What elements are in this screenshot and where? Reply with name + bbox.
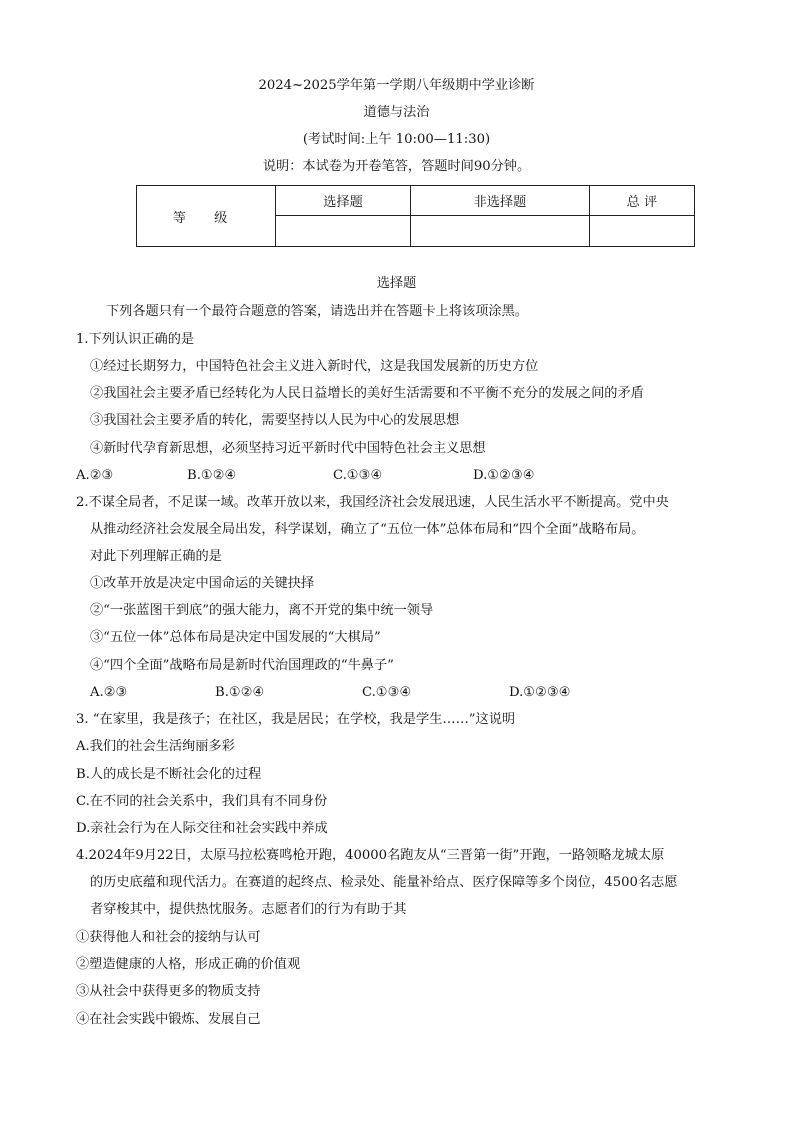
q2-item: ②“一张蓝图干到底”的强大能力，离不开党的集中统一领导 bbox=[90, 603, 434, 618]
q3-option: A.我们的社会生活绚丽多彩 bbox=[76, 739, 235, 754]
q1-item: ④新时代孕育新思想，必须坚持习近平新时代中国特色社会主义思想 bbox=[90, 441, 486, 456]
q4-stem-line: 4.2024年9月22日，太原马拉松赛鸣枪开跑，40000名跑友从“三晋第一街”开跑，一路领略龙城太原 bbox=[76, 848, 665, 863]
q2-stem-line: 对此下列理解正确的是 bbox=[90, 549, 222, 564]
grade-column-header: 非选择题 bbox=[411, 186, 590, 216]
grade-column-header: 总 评 bbox=[589, 186, 694, 216]
section-instruction: 下列各题只有一个最符合题意的答案，请选出并在答题卡上将该项涂黑。 bbox=[106, 304, 528, 319]
q3-option: B.人的成长是不断社会化的过程 bbox=[76, 767, 262, 782]
grade-cell bbox=[589, 216, 694, 247]
q1-item: ②我国社会主要矛盾已经转化为人民日益增长的美好生活需要和不平衡不充分的发展之间的矛盾 bbox=[90, 386, 644, 401]
q1-stem: 1.下列认识正确的是 bbox=[76, 332, 195, 347]
q1-option: D.①②③④ bbox=[473, 468, 535, 483]
q1-option: A.②③ bbox=[76, 468, 114, 483]
exam-note: 说明：本试卷为开卷笔答，答题时间90分钟。 bbox=[262, 159, 531, 174]
grade-label: 等 级 bbox=[137, 186, 276, 247]
q2-item: ③“五位一体”总体布局是决定中国发展的“大棋局” bbox=[90, 630, 381, 645]
q2-stem-line: 从推动经济社会发展全局出发，科学谋划，确立了“五位一体”总体布局和“四个全面”战略布局。 bbox=[90, 522, 645, 537]
q1-option: B.①②④ bbox=[187, 468, 237, 483]
q2-stem-line: 2.不谋全局者，不足谋一域。改革开放以来，我国经济社会发展迅速，人民生活水平不断提高。党中央 bbox=[76, 495, 669, 510]
grade-table bbox=[136, 185, 695, 247]
section-title: 选择题 bbox=[376, 276, 417, 291]
grade-cell bbox=[411, 216, 590, 247]
q4-item: ③从社会中获得更多的物质支持 bbox=[76, 984, 261, 999]
q2-option: B.①②④ bbox=[215, 685, 265, 700]
q4-stem-line: 的历史底蕴和现代活力。在赛道的起终点、检录处、能量补给点、医疗保障等多个岗位，4500名志愿 bbox=[90, 875, 678, 890]
q3-option: C.在不同的社会关系中，我们具有不同身份 bbox=[76, 794, 328, 809]
q3-stem: 3. “在家里，我是孩子；在社区，我是居民；在学校，我是学生……”这说明 bbox=[76, 712, 516, 727]
q4-item: ②塑造健康的人格，形成正确的价值观 bbox=[76, 957, 301, 972]
q2-option: D.①②③④ bbox=[509, 685, 571, 700]
q2-item: ④“四个全面”战略布局是新时代治国理政的“牛鼻子” bbox=[90, 658, 394, 673]
q4-item: ④在社会实践中锻炼、发展自己 bbox=[76, 1012, 261, 1027]
q1-item: ③我国社会主要矛盾的转化，需要坚持以人民为中心的发展思想 bbox=[90, 413, 460, 428]
q1-option: C.①③④ bbox=[333, 468, 383, 483]
q2-item: ①改革开放是决定中国命运的关键抉择 bbox=[90, 576, 315, 591]
q4-item: ①获得他人和社会的接纳与认可 bbox=[76, 930, 261, 945]
q4-stem-line: 者穿梭其中，提供热忱服务。志愿者们的行为有助于其 bbox=[90, 902, 407, 917]
exam-time: (考试时间:上午 10:00—11:30) bbox=[302, 132, 491, 147]
q1-item: ①经过长期努力，中国特色社会主义进入新时代，这是我国发展新的历史方位 bbox=[90, 359, 539, 374]
grade-cell bbox=[276, 216, 411, 247]
q2-option: C.①③④ bbox=[362, 685, 412, 700]
q3-option: D.亲社会行为在人际交往和社会实践中养成 bbox=[76, 821, 328, 836]
exam-title: 2024~2025学年第一学期八年级期中学业诊断 bbox=[258, 78, 535, 93]
grade-column-header: 选择题 bbox=[276, 186, 411, 216]
subject-title: 道德与法治 bbox=[363, 105, 430, 120]
q2-option: A.②③ bbox=[90, 685, 128, 700]
